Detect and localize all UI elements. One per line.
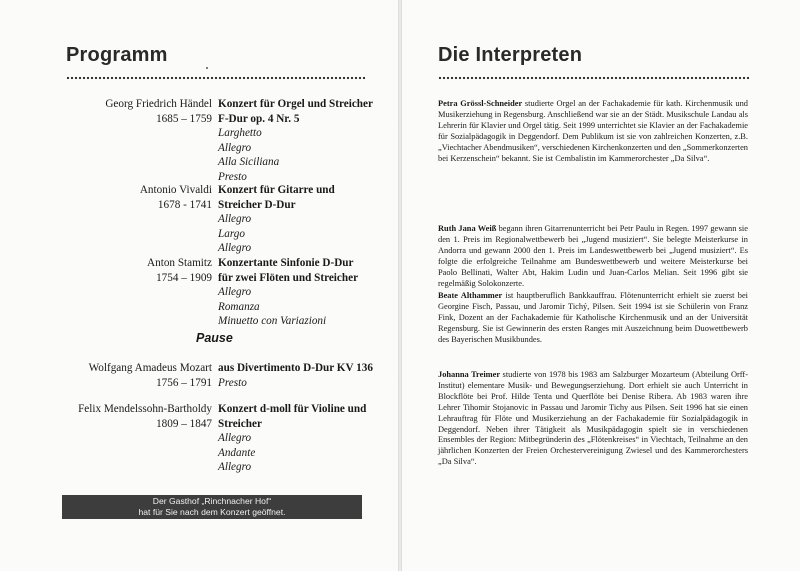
- composer-dates: 1754 – 1909: [156, 271, 212, 284]
- composer-name: Antonio Vivaldi: [139, 184, 212, 196]
- bio-text: studierte Orgel an der Fachakademie für kath. Kirchenmusik und Musikerziehung in Regensburg. Anschließend war sie an der Städt. Musikschule Landau als Lehrerin für Klavier und Orgel tätig. Seit 1999 unterrichtet sie Klavier an der Fachakademie für Sozialpädagogik in Deggendorf. Dem Publikum ist sie von zahlreichen Konzerten, z.B. „Viechtacher Abendmusiken“, verschiedenen Kirchenkonzerten und den „Sommerkonzerten bei Kerzenschein“ bekannt. Sie ist Cembalistin im Kammerorchester „Da Silva“.: [438, 99, 748, 163]
- performer-name: Beate Althammer: [438, 291, 503, 300]
- composer-name: Wolfgang Amadeus Mozart: [88, 362, 212, 374]
- work-title: Konzert d-moll für Violine und: [218, 403, 367, 415]
- work-title: Streicher: [218, 417, 262, 430]
- bio-text: ist hauptberuflich Bankkauffrau. Flötenunterricht erhielt sie zuerst bei Georgine Fisch, Passau, und Jaromir Tichý, Pilsen. Seit 1994 ist sie Schülerin von Franz Fink, Dozent an der Fachakademie für Katholische Kirchenmusik und an der Universität Regensburg. Sie ist Gewinnerin des ersten Ranges mit Auszeichnung beim Duowettbewerb des Bayerischen Musikbundes.: [438, 291, 748, 344]
- work-title: aus Divertimento D-Dur KV 136: [218, 362, 373, 374]
- work-title: F-Dur op. 4 Nr. 5: [218, 112, 300, 125]
- gasthof-banner: [62, 495, 362, 519]
- interpreters-heading: Die Interpreten: [438, 44, 583, 66]
- program-dotted-rule: [66, 76, 366, 80]
- movement: Allegro: [218, 461, 252, 474]
- movement: Alla Siciliana: [218, 156, 280, 169]
- movement: Minuetto con Variazioni: [218, 315, 327, 328]
- program-entry-mendelssohn: [50, 402, 380, 475]
- movement: Allegro: [218, 432, 252, 445]
- program-entry-handel: [50, 97, 380, 185]
- pause-label: Pause: [196, 331, 233, 345]
- work-title: Konzertante Sinfonie D-Dur: [218, 257, 354, 269]
- bio-weiss: [438, 224, 748, 289]
- movement: Allegro: [218, 242, 252, 255]
- bio-grossl-schneider: [438, 99, 748, 164]
- movement: Larghetto: [218, 127, 262, 140]
- performer-name: Johanna Treimer: [438, 370, 501, 379]
- program-entry-stamitz: [50, 256, 380, 329]
- bio-althammer: [438, 291, 748, 346]
- movement: Allegro: [218, 213, 252, 226]
- composer-dates: 1756 – 1791: [156, 376, 212, 389]
- program-entry-mozart: [50, 361, 380, 390]
- banner-line: Der Gasthof „Rinchnacher Hof“: [152, 496, 272, 506]
- composer-dates: 1685 – 1759: [156, 112, 212, 125]
- work-title: für zwei Flöten und Streicher: [218, 271, 359, 284]
- program-heading: Programm: [66, 44, 168, 66]
- work-title: Konzert für Gitarre und: [218, 184, 335, 196]
- composer-name: Georg Friedrich Händel: [105, 98, 212, 110]
- work-title: Konzert für Orgel und Streicher: [218, 98, 373, 110]
- composer-dates: 1809 – 1847: [156, 417, 212, 430]
- composer-dates: 1678 - 1741: [157, 198, 212, 211]
- movement: Presto: [218, 170, 247, 183]
- movement: Largo: [218, 227, 245, 240]
- composer-name: Felix Mendelssohn-Bartholdy: [78, 403, 212, 415]
- bio-treimer: [438, 370, 748, 468]
- performer-name: Petra Grössl-Schneider: [438, 99, 523, 108]
- composer-name: Anton Stamitz: [147, 257, 212, 269]
- banner-line: hat für Sie nach dem Konzert geöffnet.: [138, 507, 286, 517]
- bio-text: begann ihren Gitarrenunterricht bei Petr Paulu in Regen. 1997 gewann sie den 1. Preis im Regionalwettbewerb bei „Jugend musiziert“. Sie belegte Meisterkurse in Andorra und gewann 2000 den 1. Preis im Landeswettbewerb bei „Jugend musiziert“. Es folgte die erfolgreiche Teilnahme am Bundeswettbewerb und weitere Meisterkurse bei Paolo Bellinati, Walter Abt, Hakim Ludin und Juan-Carlos Melian. Seit 1996 gibt sie regelmäßig Solokonzerte.: [438, 224, 748, 288]
- movement: Allegro: [218, 286, 252, 299]
- program-entry-vivaldi: [50, 183, 380, 256]
- movement: Romanza: [218, 300, 260, 313]
- movement: Presto: [218, 376, 247, 389]
- stray-dot: [206, 67, 208, 69]
- movement: Andante: [218, 446, 256, 459]
- work-title: Streicher D-Dur: [218, 198, 296, 211]
- bio-text: studierte von 1978 bis 1983 am Salzburger Mozarteum (Abteilung Orff-Institut) elementare Musik- und Bewegungserziehung. Dort erhielt sie auch Unterricht in Blockflöte bei Prof. Hilde Tenta und Querflöte bei Denise Ribera. Ab 1983 waren ihre Lehrer Tihomir Stojanovic in Passau und Jaromir Tichy aus Pilsen. Seit 1996 hat sie einen Lehrauftrag für Flöte und Musikerziehung an der Fachakademie für Sozialpädagogik in Deggendorf. Neben ihrer Tätigkeit als Musikpädagogin spielt sie in verschiedenen Ensembles der Region: Mitbegründerin des „Flötenkreises“ in Viechtach, Teilnahme an den jährlichen Konzerten der Freien Orchestervereinigung Zwiesel und des Kammerorchesters „Da Silva“.: [438, 370, 748, 467]
- interpreters-dotted-rule: [438, 76, 750, 80]
- performer-name: Ruth Jana Weiß: [438, 224, 497, 233]
- movement: Allegro: [218, 141, 252, 154]
